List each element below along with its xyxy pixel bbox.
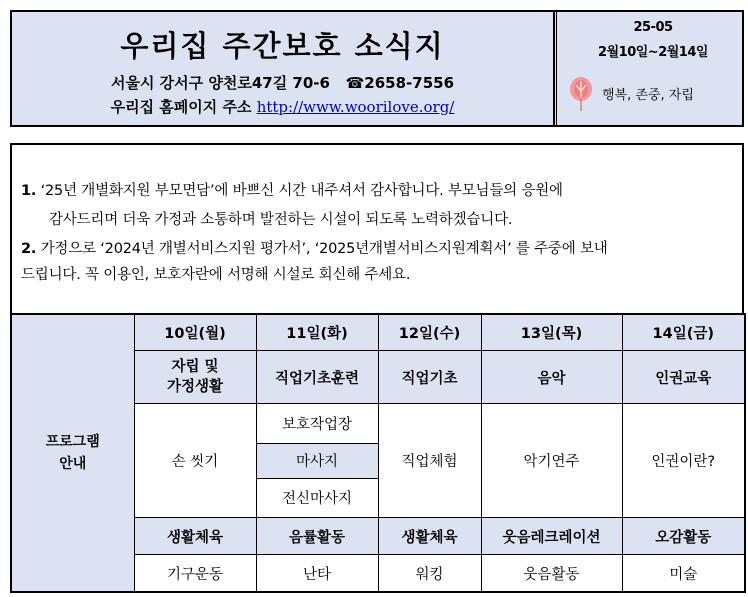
am-program-fri: 인권교육 (622, 350, 745, 404)
day-mon: 10일(월) (134, 314, 256, 350)
am-program-mon: 자립 및 가정생활 (134, 350, 256, 404)
pm-activity-fri: 미술 (622, 555, 745, 592)
newsletter-header (10, 10, 744, 127)
homepage-link[interactable]: http://www.woorilove.org/ (256, 98, 455, 116)
notice-item-1-line-2: 감사드리며 더욱 가정과 소통하며 발전하는 시설이 되도록 노력하겠습니다. (49, 212, 513, 228)
issue-dates: 2월10일~2월14일 (598, 45, 708, 60)
pm-program-thu: 웃음레크레이션 (481, 518, 622, 555)
day-thu: 13일(목) (481, 314, 622, 350)
pm-activity-wed: 워킹 (378, 555, 481, 592)
pm-program-fri: 오감활동 (622, 518, 745, 555)
notice-item-2-line-2: 드립니다. 꼭 이용인, 보호자란에 서명해 시설로 회신해 주세요. (21, 267, 411, 283)
notice-item-1-line-1: 1. ‘25년 개별화지원 부모면담’에 바쁘신 시간 내주셔서 감사합니다. 부모님들의 응원에 (21, 183, 563, 199)
day-wed: 12일(수) (378, 314, 481, 350)
notice-item-1-number: 1. (21, 183, 37, 199)
am-activity-thu: 악기연주 (481, 404, 622, 518)
am-activity-mon: 손 씻기 (134, 404, 256, 518)
header-divider (553, 12, 557, 125)
notice-box (10, 143, 744, 313)
flower-icon (566, 75, 596, 113)
pm-program-mon: 생활체육 (134, 518, 256, 555)
am-program-wed: 직업기초 (378, 350, 481, 404)
am-activity-wed: 직업체험 (378, 404, 481, 518)
notice-item-2-line-1: 2. 가정으로 ‘2024년 개별서비스지원 평가서’, ‘2025년개별서비스지원계획서’ 를 주중에 보내 (21, 241, 608, 257)
address-line (12, 72, 553, 93)
am-activity-tue-3: 전신마사지 (256, 478, 378, 517)
am-program-tue: 직업기초훈련 (256, 350, 378, 404)
program-schedule-table (10, 313, 746, 593)
program-label-cell: 프로그램 안내 (11, 314, 134, 592)
am-program-thu: 음악 (481, 350, 622, 404)
newsletter-title: 우리집 주간보호 소식지 (120, 29, 445, 63)
pm-program-wed: 생활체육 (378, 518, 481, 555)
pm-activity-tue: 난타 (256, 555, 378, 592)
notice-item-2-number: 2. (21, 241, 37, 257)
day-fri: 14일(금) (622, 314, 745, 350)
homepage-line (12, 96, 553, 117)
am-activity-tue-2: 마사지 (256, 443, 378, 478)
am-activity-fri: 인권이란? (622, 404, 745, 518)
homepage-label: 우리집 홈페이지 주소 (110, 98, 252, 116)
motto: 행복, 존중, 자립 (602, 88, 694, 103)
am-activity-tue-1: 보호작업장 (256, 404, 378, 443)
pm-activity-thu: 웃음활동 (481, 555, 622, 592)
phone: ☎2658-7556 (345, 74, 455, 92)
day-header-row (11, 314, 745, 350)
day-tue: 11일(화) (256, 314, 378, 350)
issue-number: 25-05 (633, 20, 673, 35)
pm-program-tue: 음률활동 (256, 518, 378, 555)
pm-activity-mon: 기구운동 (134, 555, 256, 592)
address: 서울시 강서구 양천로47길 70-6 (110, 74, 330, 92)
